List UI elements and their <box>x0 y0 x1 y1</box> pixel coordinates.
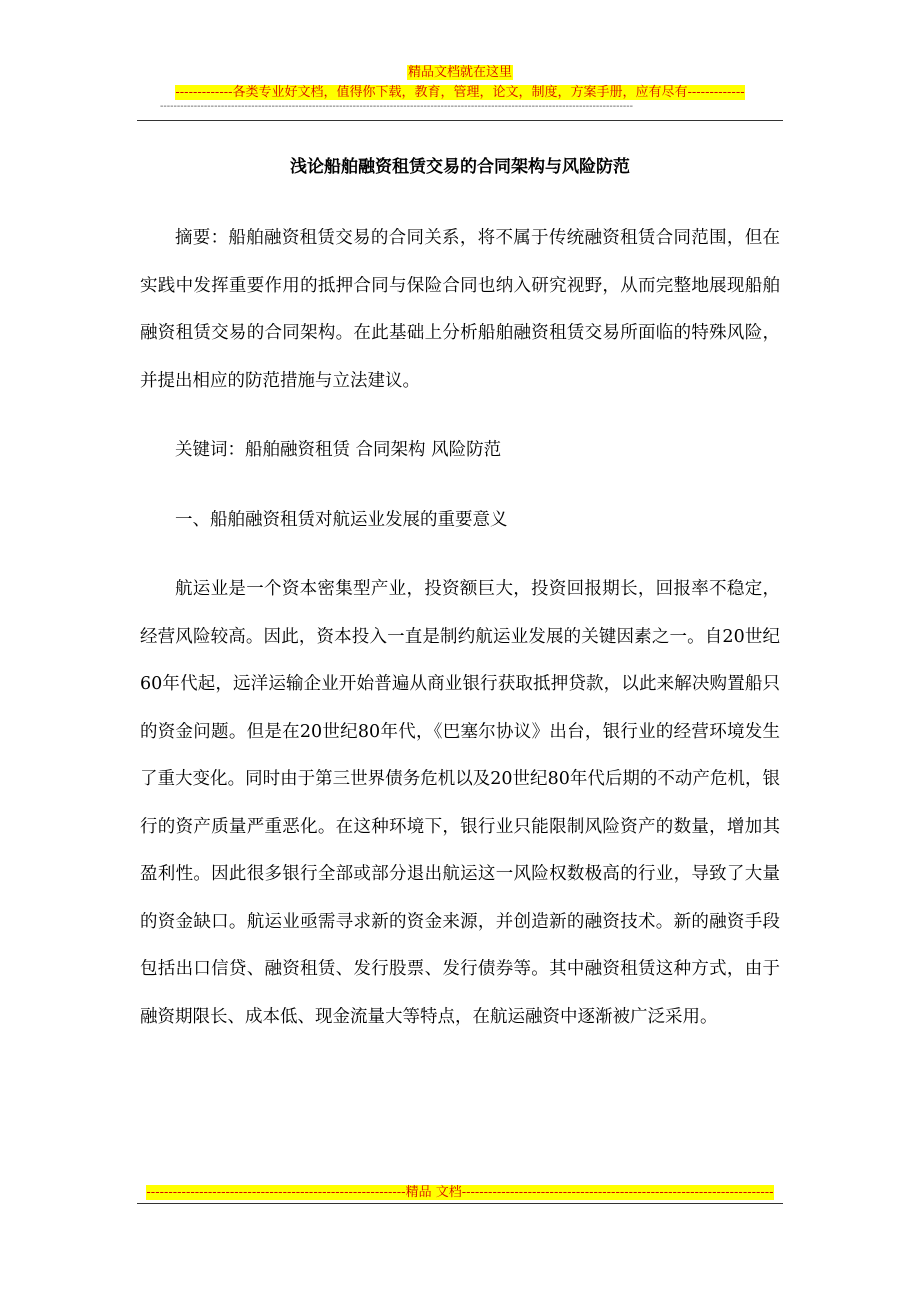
abstract-paragraph: 摘要：船舶融资租赁交易的合同关系，将不属于传统融资租赁合同范围，但在实践中发挥重要作用的抵押合同与保险合同也纳入研究视野，从而完整地展现船舶融资租赁交易的合同架构。在此基础上分析船舶融资租赁交易所面临的特殊风险，并提出相应的防范措施与立法建议。 <box>140 228 780 391</box>
header-title-text: 精品文档就在这里 <box>407 65 512 80</box>
header-dashed-line: -------------------------------------------------------------------------------------------------------------------------------------------- <box>160 101 634 112</box>
footer-text: -----------------------------------------------------------精品 文档----------------------------------------------------------------------- <box>146 1185 774 1200</box>
header-rule <box>137 120 783 121</box>
footer-banner <box>0 1184 920 1202</box>
section-heading: 一、船舶融资租赁对航运业发展的重要意义 <box>175 510 508 530</box>
footer-rule <box>137 1203 783 1204</box>
keywords-line: 关键词：船舶融资租赁 合同架构 风险防范 <box>175 440 502 460</box>
header-banner-title <box>0 64 920 81</box>
document-title: 浅论船舶融资租赁交易的合同架构与风险防范 <box>290 157 630 177</box>
header-tagline-text: -------------各类专业好文档，值得你下载，教育，管理，论文，制度，方案手册，应有尽有------------- <box>175 85 745 100</box>
body-paragraph: 航运业是一个资本密集型产业，投资额巨大，投资回报期长，回报率不稳定，经营风险较高。因此，资本投入一直是制约航运业发展的关键因素之一。自20世纪60年代起，远洋运输企业开始普遍从商业银行获取抵押贷款，以此来解决购置船只的资金问题。但是在20世纪80年代，《巴塞尔协议》出台，银行业的经营环境发生了重大变化。同时由于第三世界债务危机以及20世纪80年代后期的不动产危机，银行的资产质量严重恶化。在这种环境下，银行业只能限制风险资产的数量，增加其盈利性。因此很多银行全部或部分退出航运这一风险权数极高的行业，导致了大量的资金缺口。航运业亟需寻求新的资金来源，并创造新的融资技术。新的融资手段包括出口信贷、融资租赁、发行股票、发行债券等。其中融资租赁这种方式，由于融资期限长、成本低、现金流量大等特点，在航运融资中逐渐被广泛采用。 <box>140 579 780 1027</box>
header-tagline <box>0 84 920 102</box>
